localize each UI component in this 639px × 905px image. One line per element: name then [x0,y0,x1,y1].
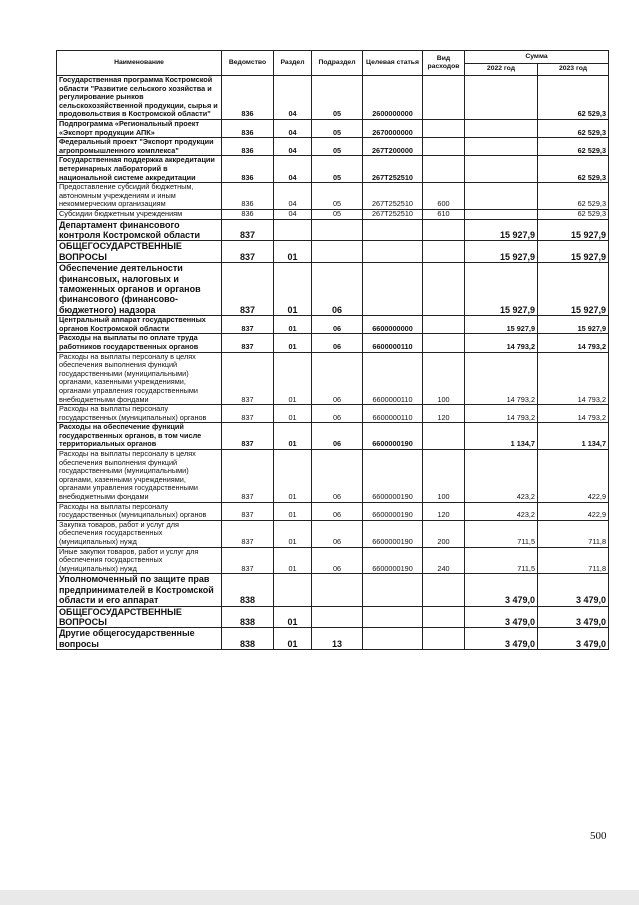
cell-podrazdel: 05 [312,156,363,183]
cell-vid [423,138,465,156]
cell-sum-2022 [465,119,538,137]
cell-sum-2023: 3 479,0 [538,574,609,606]
cell-podrazdel: 05 [312,183,363,210]
cell-razdel: 01 [274,520,312,547]
table-row [57,156,609,183]
cell-sum-2023: 422,9 [538,502,609,520]
cell-vid: 600 [423,183,465,210]
cell-sum-2022: 14 793,2 [465,405,538,423]
cell-vid [423,219,465,241]
col-header-podrazdel: Подраздел [312,51,363,76]
table-row [57,520,609,547]
cell-target [363,574,423,606]
cell-razdel: 04 [274,119,312,137]
cell-target [363,606,423,628]
cell-razdel: 01 [274,405,312,423]
table-row [57,241,609,263]
cell-name: Иные закупки товаров, работ и услуг для обеспечения государственных (муниципальных) нужд [57,547,222,574]
cell-vedomstvo: 838 [222,574,274,606]
cell-razdel: 01 [274,606,312,628]
cell-vedomstvo: 837 [222,219,274,241]
cell-sum-2022: 15 927,9 [465,241,538,263]
cell-target [363,219,423,241]
cell-sum-2023: 711,8 [538,520,609,547]
cell-target: 6600000110 [363,405,423,423]
cell-vid [423,423,465,450]
table-row [57,138,609,156]
cell-vedomstvo: 837 [222,316,274,334]
cell-target: 6600000190 [363,450,423,503]
cell-sum-2022: 3 479,0 [465,606,538,628]
cell-sum-2022: 15 927,9 [465,219,538,241]
cell-name: Субсидии бюджетным учреждениям [57,209,222,219]
cell-vedomstvo: 836 [222,156,274,183]
cell-razdel: 01 [274,547,312,574]
cell-name: Расходы на выплаты персоналу государственных (муниципальных) органов [57,502,222,520]
cell-name: Департамент финансового контроля Костромской области [57,219,222,241]
cell-podrazdel: 06 [312,334,363,352]
cell-razdel: 01 [274,316,312,334]
cell-vid [423,119,465,137]
cell-target: 6600000190 [363,423,423,450]
cell-vid [423,263,465,316]
cell-podrazdel: 05 [312,119,363,137]
cell-sum-2023: 15 927,9 [538,263,609,316]
table-row [57,502,609,520]
cell-podrazdel [312,606,363,628]
cell-razdel: 04 [274,138,312,156]
cell-sum-2022: 1 134,7 [465,423,538,450]
cell-name: Другие общегосударственные вопросы [57,628,222,650]
cell-podrazdel: 05 [312,138,363,156]
cell-sum-2023: 62 529,3 [538,183,609,210]
cell-sum-2022: 711,5 [465,547,538,574]
cell-name: Расходы на выплаты персоналу государственных (муниципальных) органов [57,405,222,423]
cell-vid [423,76,465,120]
cell-vid [423,574,465,606]
cell-vedomstvo: 837 [222,520,274,547]
cell-name: Расходы на выплаты по оплате труда работников государственных органов [57,334,222,352]
cell-sum-2023: 14 793,2 [538,405,609,423]
cell-vedomstvo: 836 [222,138,274,156]
cell-razdel: 01 [274,241,312,263]
cell-name: Федеральный проект "Экспорт продукции агропромышленного комплекса" [57,138,222,156]
cell-name: Подпрограмма «Региональный проект «Экспорт продукции АПК» [57,119,222,137]
table-row [57,405,609,423]
cell-target: 6600000000 [363,316,423,334]
cell-razdel: 04 [274,156,312,183]
cell-sum-2022 [465,209,538,219]
cell-sum-2023: 1 134,7 [538,423,609,450]
cell-vedomstvo: 837 [222,241,274,263]
cell-sum-2023: 62 529,3 [538,209,609,219]
cell-sum-2022: 711,5 [465,520,538,547]
table-row [57,423,609,450]
cell-sum-2023: 14 793,2 [538,352,609,405]
cell-sum-2022: 15 927,9 [465,316,538,334]
cell-name: Предоставление субсидий бюджетным, автономным учреждениям и иным некоммерческим организациям [57,183,222,210]
cell-vedomstvo: 837 [222,263,274,316]
cell-target: 267T252510 [363,209,423,219]
cell-razdel: 01 [274,263,312,316]
cell-sum-2023: 62 529,3 [538,138,609,156]
cell-sum-2022: 3 479,0 [465,628,538,650]
col-header-razdel: Раздел [274,51,312,76]
cell-razdel [274,219,312,241]
col-header-name: Наименование [57,51,222,76]
cell-sum-2023: 3 479,0 [538,606,609,628]
cell-podrazdel: 06 [312,450,363,503]
cell-vid [423,316,465,334]
cell-razdel: 01 [274,628,312,650]
cell-vedomstvo: 837 [222,502,274,520]
cell-podrazdel: 06 [312,423,363,450]
cell-vedomstvo: 836 [222,183,274,210]
page-number: 500 [590,830,607,842]
table-row [57,606,609,628]
cell-vid [423,606,465,628]
cell-sum-2023: 62 529,3 [538,76,609,120]
cell-podrazdel [312,219,363,241]
cell-target [363,263,423,316]
cell-sum-2022: 3 479,0 [465,574,538,606]
cell-vedomstvo: 837 [222,423,274,450]
cell-sum-2022: 15 927,9 [465,263,538,316]
cell-razdel [274,574,312,606]
cell-target [363,241,423,263]
cell-podrazdel: 06 [312,547,363,574]
table-row [57,76,609,120]
cell-vid: 240 [423,547,465,574]
cell-vedomstvo: 837 [222,352,274,405]
col-header-2023: 2023 год [538,63,609,76]
cell-sum-2023: 15 927,9 [538,316,609,334]
viewer-bottom-strip [0,890,639,905]
cell-podrazdel [312,241,363,263]
cell-vedomstvo: 836 [222,76,274,120]
cell-sum-2022 [465,76,538,120]
cell-sum-2023: 14 793,2 [538,334,609,352]
cell-sum-2023: 62 529,3 [538,156,609,183]
table-row [57,209,609,219]
cell-razdel: 01 [274,450,312,503]
cell-sum-2022 [465,156,538,183]
cell-name: Уполномоченный по защите прав предпринимателей в Костромской области и его аппарат [57,574,222,606]
cell-sum-2022 [465,138,538,156]
col-header-2022: 2022 год [465,63,538,76]
cell-target: 6600000190 [363,502,423,520]
cell-razdel: 01 [274,502,312,520]
cell-sum-2023: 15 927,9 [538,241,609,263]
cell-podrazdel [312,574,363,606]
cell-sum-2023: 62 529,3 [538,119,609,137]
col-header-vid: Вид расходов [423,51,465,76]
cell-vedomstvo: 837 [222,450,274,503]
cell-sum-2022: 423,2 [465,502,538,520]
cell-sum-2022: 14 793,2 [465,334,538,352]
col-header-vedomstvo: Ведомство [222,51,274,76]
cell-sum-2022: 14 793,2 [465,352,538,405]
table-row [57,334,609,352]
cell-target: 267T252510 [363,156,423,183]
col-header-summa: Сумма [465,51,609,64]
cell-vedomstvo: 838 [222,628,274,650]
cell-target [363,628,423,650]
cell-vid: 120 [423,405,465,423]
cell-name: ОБЩЕГОСУДАРСТВЕННЫЕ ВОПРОСЫ [57,606,222,628]
cell-razdel: 01 [274,423,312,450]
cell-name: Центральный аппарат государственных органов Костромской области [57,316,222,334]
cell-podrazdel: 06 [312,405,363,423]
cell-vid: 100 [423,450,465,503]
table-body [57,76,609,650]
cell-vedomstvo: 837 [222,547,274,574]
col-header-target: Целевая статья [363,51,423,76]
cell-vid [423,628,465,650]
cell-vedomstvo: 838 [222,606,274,628]
table-row [57,547,609,574]
table-row [57,263,609,316]
cell-vid: 610 [423,209,465,219]
cell-razdel: 04 [274,183,312,210]
cell-vid [423,334,465,352]
cell-vedomstvo: 837 [222,334,274,352]
cell-vedomstvo: 836 [222,119,274,137]
cell-vid [423,156,465,183]
cell-target: 6600000190 [363,547,423,574]
cell-name: Расходы на выплаты персоналу в целях обеспечения выполнения функций государственными (муниципальными) органами, казенными учреждениями, органами управления государственными внебюджетными фондами [57,450,222,503]
cell-razdel: 01 [274,352,312,405]
cell-vid: 120 [423,502,465,520]
table-row [57,119,609,137]
cell-name: Обеспечение деятельности финансовых, налоговых и таможенных органов и органов финансового (финансово-бюджетного) надзора [57,263,222,316]
cell-podrazdel: 13 [312,628,363,650]
cell-sum-2023: 15 927,9 [538,219,609,241]
cell-vedomstvo: 837 [222,405,274,423]
cell-name: Государственная программа Костромской области "Развитие сельского хозяйства и регулирование рынков сельскохозяйственной продукции, сырья и продовольствия в Костромской области" [57,76,222,120]
cell-target: 6600000110 [363,352,423,405]
cell-name: ОБЩЕГОСУДАРСТВЕННЫЕ ВОПРОСЫ [57,241,222,263]
table-row [57,574,609,606]
cell-vid: 100 [423,352,465,405]
cell-sum-2023: 711,8 [538,547,609,574]
table-row [57,316,609,334]
cell-razdel: 01 [274,334,312,352]
cell-target: 6600000110 [363,334,423,352]
table-row [57,219,609,241]
cell-podrazdel: 05 [312,76,363,120]
table-row [57,183,609,210]
cell-name: Расходы на выплаты персоналу в целях обеспечения выполнения функций государственными (муниципальными) органами, казенными учреждениями, органами управления государственными внебюджетными фондами [57,352,222,405]
table-row [57,450,609,503]
table-row [57,628,609,650]
cell-podrazdel: 06 [312,352,363,405]
cell-name: Расходы на обеспечение функций государственных органов, в том числе территориальных органов [57,423,222,450]
cell-target: 267T252510 [363,183,423,210]
cell-target: 2600000000 [363,76,423,120]
cell-name: Закупка товаров, работ и услуг для обеспечения государственных (муниципальных) нужд [57,520,222,547]
cell-podrazdel: 06 [312,263,363,316]
budget-table [56,50,609,650]
cell-target: 2670000000 [363,119,423,137]
cell-podrazdel: 05 [312,209,363,219]
table-row [57,352,609,405]
cell-podrazdel: 06 [312,502,363,520]
cell-target: 6600000190 [363,520,423,547]
cell-name: Государственная поддержка аккредитации ветеринарных лабораторий в национальной системе аккредитации [57,156,222,183]
cell-target: 267T200000 [363,138,423,156]
cell-sum-2023: 422,9 [538,450,609,503]
cell-podrazdel: 06 [312,316,363,334]
cell-sum-2022 [465,183,538,210]
cell-vid: 200 [423,520,465,547]
cell-sum-2023: 3 479,0 [538,628,609,650]
cell-vid [423,241,465,263]
cell-razdel: 04 [274,76,312,120]
cell-sum-2022: 423,2 [465,450,538,503]
cell-podrazdel: 06 [312,520,363,547]
header-row [57,51,609,64]
cell-razdel: 04 [274,209,312,219]
cell-vedomstvo: 836 [222,209,274,219]
